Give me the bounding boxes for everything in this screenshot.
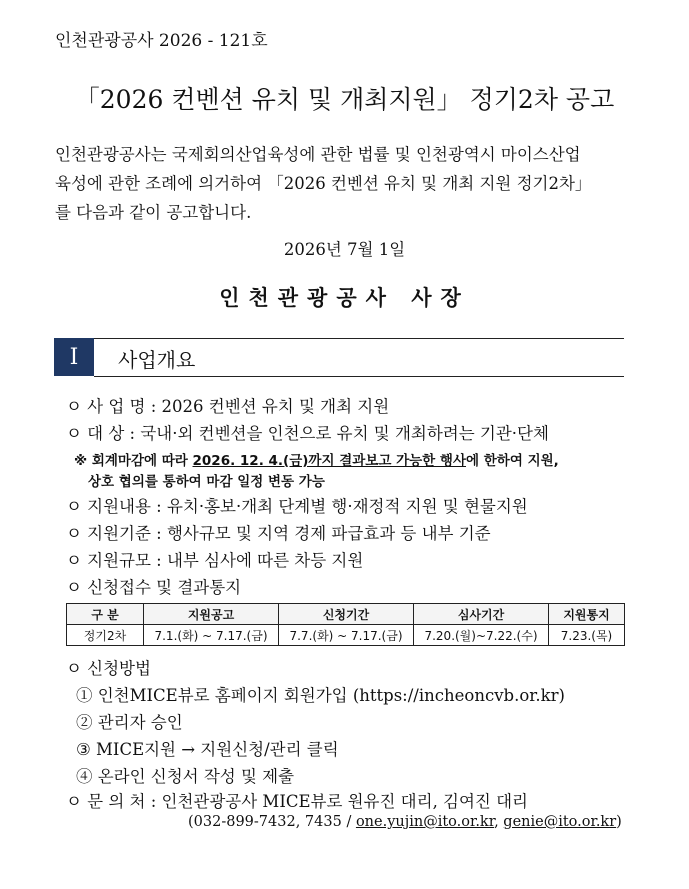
- table-header: 지원통지: [549, 604, 625, 625]
- item-scale: ㅇ 지원규모 : 내부 심사에 따른 차등 지원: [66, 551, 364, 570]
- table-cell: 7.7.(화) ~ 7.17.(금): [279, 625, 414, 646]
- section-title: 사업개요: [118, 348, 196, 372]
- item-method: ㅇ 신청방법: [66, 659, 151, 678]
- step-2: ② 관리자 승인: [76, 713, 183, 732]
- table-cell: 7.1.(화) ~ 7.17.(금): [144, 625, 279, 646]
- email-link-2[interactable]: genie@ito.or.kr: [503, 814, 617, 830]
- document-number: 인천관광공사 2026 - 121호: [55, 31, 268, 51]
- email-link-1[interactable]: one.yujin@ito.or.kr: [355, 814, 495, 830]
- note-prefix: ※ 회계마감에 따라: [74, 453, 193, 469]
- intro-paragraph: [55, 140, 640, 227]
- section-number-box: I: [54, 338, 94, 376]
- table-header: 신청기간: [279, 604, 414, 625]
- contact-separator: ,: [494, 814, 504, 830]
- step-3: ③ MICE지원 → 지원신청/관리 클릭: [76, 740, 339, 759]
- intro-line: 인천관광공사는 국제회의산업육성에 관한 법률 및 인천광역시 마이스산업: [55, 145, 581, 164]
- intro-line: 를 다음과 같이 공고합니다.: [55, 203, 252, 222]
- item-project-name: ㅇ 사 업 명 : 2026 컨벤션 유치 및 개최 지원: [66, 397, 390, 416]
- step-4: ④ 온라인 신청서 작성 및 제출: [76, 767, 295, 786]
- contact-line: [188, 814, 622, 830]
- announcement-date: 2026년 7월 1일: [283, 240, 406, 259]
- deadline-note: [74, 449, 559, 469]
- note-suffix: 에 한하여 지원,: [466, 453, 559, 469]
- table-row: [67, 625, 625, 646]
- note-emphasis: 2026. 12. 4.(금)까지 결과보고 가능한 행사: [192, 453, 466, 469]
- issuer-name: 인천관광공사 사장: [219, 286, 470, 310]
- section-divider-top: [94, 338, 624, 339]
- deadline-note-line2: 상호 협의를 통하여 마감 일정 변동 가능: [88, 474, 325, 490]
- table-header: 심사기간: [414, 604, 549, 625]
- contact-phone: (032-899-7432, 7435 /: [188, 814, 356, 830]
- table-cell: 7.23.(목): [549, 625, 625, 646]
- intro-line: 육성에 관한 조례에 의거하여 「2026 컨벤션 유치 및 개최 지원 정기2차」: [55, 174, 592, 193]
- table-header-row: [67, 604, 625, 625]
- item-target: ㅇ 대 상 : 국내·외 컨벤션을 인천으로 유치 및 개최하려는 기관·단체: [66, 424, 549, 443]
- page-title: 「2026 컨벤션 유치 및 개최지원」 정기2차 공고: [74, 85, 615, 114]
- item-receipt: ㅇ 신청접수 및 결과통지: [66, 578, 242, 597]
- contact-close: ): [616, 814, 622, 830]
- table-cell: 정기2차: [67, 625, 144, 646]
- item-inquiry: ㅇ 문 의 처 : 인천관광공사 MICE뷰로 원유진 대리, 김여진 대리: [66, 792, 528, 811]
- table-header: 지원공고: [144, 604, 279, 625]
- table-cell: 7.20.(월)~7.22.(수): [414, 625, 549, 646]
- item-criteria: ㅇ 지원기준 : 행사규모 및 지역 경제 파급효과 등 내부 기준: [66, 524, 491, 543]
- schedule-table: [66, 603, 625, 646]
- step-1: ① 인천MICE뷰로 홈페이지 회원가입 (https://incheoncvb.or.kr): [76, 686, 565, 705]
- section-divider-bottom: [94, 376, 624, 377]
- table-header: 구 분: [67, 604, 144, 625]
- item-content: ㅇ 지원내용 : 유치·홍보·개최 단계별 행·재정적 지원 및 현물지원: [66, 497, 528, 516]
